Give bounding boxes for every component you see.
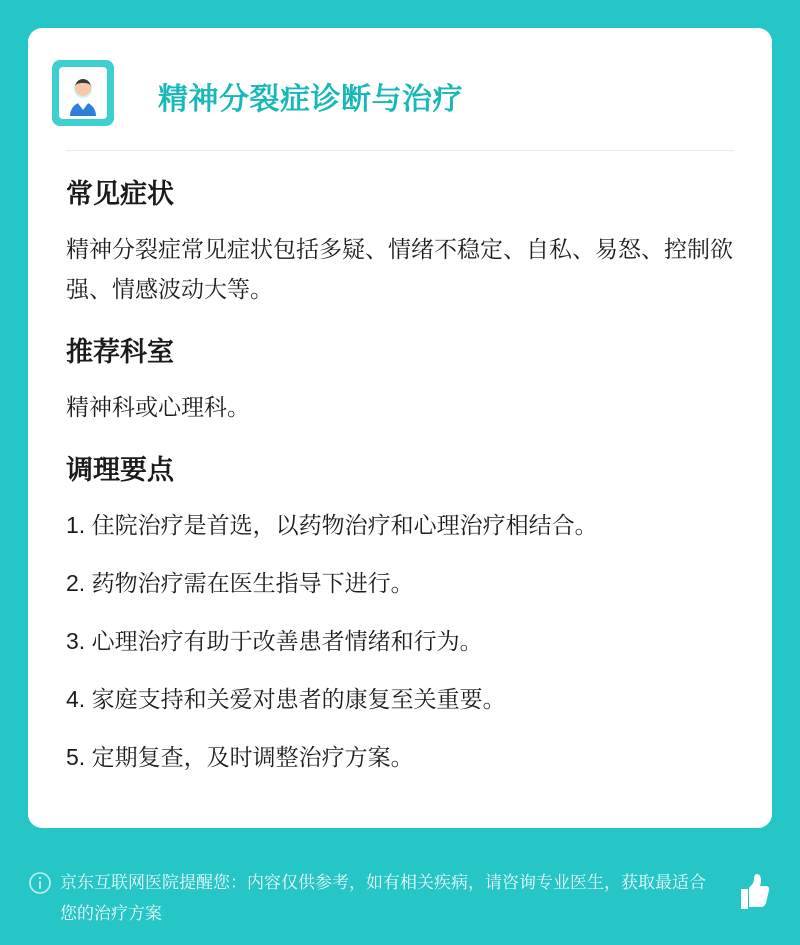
thumbs-up-icon[interactable]	[728, 869, 772, 915]
list-item: 1. 住院治疗是首选，以药物治疗和心理治疗相结合。	[66, 512, 598, 538]
section-heading-symptoms: 常见症状	[66, 179, 174, 209]
list-item: 3. 心理治疗有助于改善患者情绪和行为。	[66, 628, 483, 654]
list-item: 2. 药物治疗需在医生指导下进行。	[66, 570, 414, 596]
info-circle-icon	[28, 871, 52, 895]
list-item: 4. 家庭支持和关爱对患者的康复至关重要。	[66, 686, 506, 712]
section-department	[66, 335, 734, 427]
section-heading-care-points: 调理要点	[66, 455, 174, 485]
footer-disclaimer	[28, 867, 772, 929]
page-title: 精神分裂症诊断与治疗	[158, 83, 463, 116]
section-heading-department: 推荐科室	[66, 337, 174, 367]
section-symptoms	[66, 177, 734, 309]
section-care-points	[66, 453, 734, 777]
section-body-symptoms: 精神分裂症常见症状包括多疑、情绪不稳定、自私、易怒、控制欲强、情感波动大等。	[66, 236, 733, 302]
section-body-department: 精神科或心理科。	[66, 394, 250, 420]
title-divider	[66, 150, 734, 151]
content-card	[28, 28, 772, 828]
footer-text: 京东互联网医院提醒您：内容仅供参考，如有相关疾病，请咨询专业医生，获取最适合您的治疗方案	[60, 873, 706, 923]
list-item: 5. 定期复查，及时调整治疗方案。	[66, 744, 414, 770]
document-person-icon	[50, 58, 116, 128]
care-points-list	[66, 505, 734, 777]
